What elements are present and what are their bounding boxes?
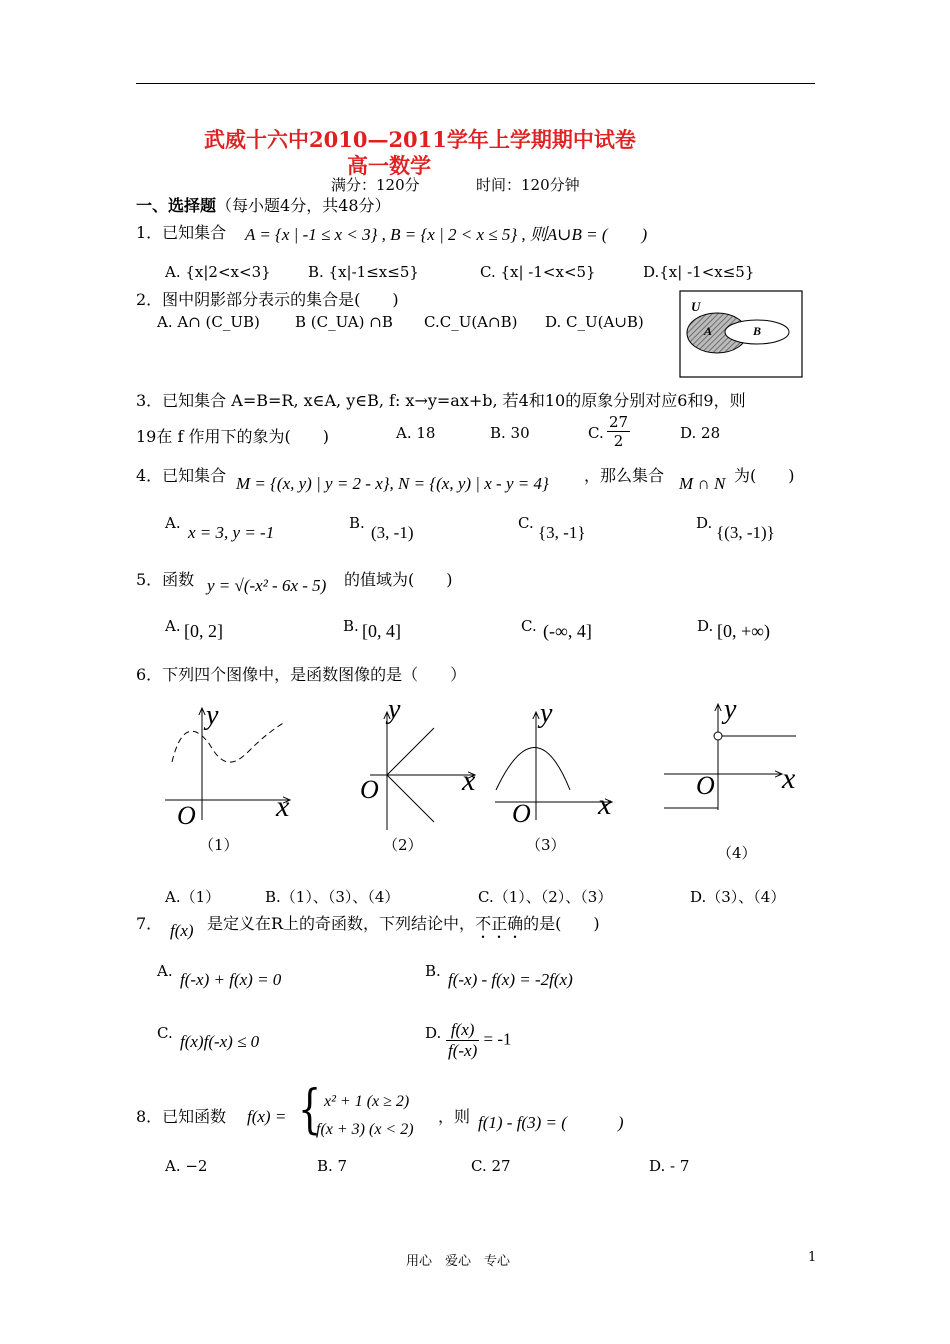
q4-label-c: C. [518, 514, 534, 532]
venn-a-label: A [704, 324, 713, 338]
q8-ask: f(1) - f(3) = ( ) [478, 1113, 624, 1132]
q8-fx: f(x) = [247, 1107, 287, 1126]
q6-option-d: D.（3）、（4） [690, 888, 786, 906]
q4-option-b: (3, -1) [371, 523, 414, 542]
q5-option-b: [0, 4] [362, 621, 401, 641]
q8-brace: { [298, 1080, 322, 1140]
time-info: 时间：120分钟 [476, 176, 580, 194]
graph4-x-label: x [782, 762, 796, 795]
q4-label-d: D. [696, 514, 713, 532]
q5-label-b: B. [343, 617, 359, 635]
q4-tail: 为( ) [734, 466, 795, 485]
q1-option-c: C. {x| -1<x<5} [480, 263, 596, 281]
q7-fx: f(x) [170, 921, 194, 940]
q1-expr: A = {x | -1 ≤ x < 3} , B = {x | 2 < x ≤ 5} , 则A∪B = ( ) [245, 225, 648, 244]
q2-option-c: C.C_U(A∩B) [424, 313, 518, 331]
q3-line1: 3．已知集合 A=B=R, x∈A, y∈B, f: x→y=ax+b, 若4和10的原象分别对应6和9，则 [136, 391, 746, 410]
q4-label-b: B. [349, 514, 365, 532]
q7-d-numerator: f(x) [446, 1020, 479, 1041]
q8-case1: x² + 1 (x ≥ 2) [324, 1093, 410, 1110]
page-number: 1 [808, 1250, 817, 1265]
q7-label-c: C. [157, 1024, 173, 1042]
venn-u-label: U [691, 299, 701, 314]
q4-option-c: {3, -1} [538, 523, 586, 542]
section-title: 一、选择题 [136, 196, 217, 215]
q8-option-d: D. - 7 [649, 1157, 690, 1175]
q8-stem: 8．已知函数 [136, 1107, 227, 1126]
q6-option-c: C.（1）、（2）、（3） [478, 888, 613, 906]
q5-option-d: [0, +∞) [717, 621, 770, 641]
q1-stem: 1．已知集合 [136, 223, 227, 242]
q3-line2: 19在 f 作用下的象为( ) [136, 427, 329, 446]
q3-option-c-fraction [607, 413, 630, 450]
exam-title: 武威十六中2010—2011学年上学期期中试卷 [204, 127, 636, 152]
graph4-y-label: y [724, 694, 737, 725]
q7-d-tail: = -1 [483, 1029, 512, 1049]
q4-stem: 4．已知集合 [136, 466, 227, 485]
q3-option-c: C. [588, 424, 604, 442]
graph-3 [495, 698, 612, 828]
q2-option-b: B (C_UA) ∩B [295, 313, 393, 331]
q7-label-d: D. [425, 1024, 442, 1042]
q4-suffix: ，那么集合 [584, 466, 665, 485]
graph-2-label: （2） [383, 836, 423, 854]
graph-4 [664, 694, 796, 810]
header-rule [136, 83, 815, 84]
q7-option-b: f(-x) - f(x) = -2f(x) [448, 970, 573, 989]
q4-expr: M = {(x, y) | y = 2 - x}, N = {(x, y) | x - y = 4} [236, 474, 549, 493]
q1-option-a: A. {x|2<x<3} [165, 263, 271, 281]
q4-option-a: x = 3, y = -1 [188, 523, 275, 542]
score-info: 满分：120分 [331, 176, 420, 194]
q7-option-d [446, 1020, 512, 1061]
q8-option-a: A. −2 [165, 1157, 208, 1175]
q1-option-b: B. {x|-1≤x≤5} [308, 263, 419, 281]
venn-b-label: B [753, 324, 762, 338]
q7-emphasis: 不正确 [475, 914, 524, 933]
graph-1-label: （1） [199, 836, 239, 854]
q5-label-a: A. [165, 617, 181, 635]
q8-option-c: C. 27 [471, 1157, 511, 1175]
graph1-y-label: y [206, 700, 219, 731]
venn-diagram [679, 290, 803, 378]
q6-stem: 6．下列四个图像中，是函数图像的是（ ） [136, 665, 467, 684]
q7-num: 7． [136, 914, 163, 933]
graph3-y-label: y [540, 698, 553, 729]
q5-option-c: (-∞, 4] [543, 621, 592, 641]
q7-option-a: f(-x) + f(x) = 0 [180, 970, 282, 989]
q4-label-a: A. [165, 514, 181, 532]
q4-intersection: M ∩ N [679, 474, 726, 493]
graph-1 [165, 700, 290, 830]
fraction-numerator: 27 [609, 413, 629, 431]
q4-option-d: {(3, -1)} [716, 523, 775, 542]
q7-text: 是定义在R上的奇函数，下列结论中， [207, 914, 476, 933]
graph4-origin: O [696, 771, 715, 800]
q5-expr: y = √(-x² - 6x - 5) [207, 576, 327, 595]
graph2-y-label: y [388, 694, 401, 725]
q5-label-c: C. [521, 617, 537, 635]
q2-option-a: A. A∩ (C_UB) [157, 313, 260, 331]
q5-tail: 的值域为( ) [344, 570, 453, 589]
graph2-x-label: x [462, 764, 476, 797]
q5-label-d: D. [697, 617, 714, 635]
footer-motto: 用心 爱心 专心 [406, 1254, 511, 1269]
graph-2 [360, 694, 476, 830]
section-heading [136, 193, 391, 216]
section-note: （每小题4分，共48分） [216, 196, 391, 215]
q3-option-a: A. 18 [396, 424, 436, 442]
graph1-origin: O [177, 801, 196, 830]
graph2-origin: O [360, 775, 379, 804]
graph1-x-label: x [276, 790, 290, 823]
q8-tail: ，则 [438, 1107, 471, 1126]
graph-3-label: （3） [526, 836, 566, 854]
q5-option-a: [0, 2] [184, 621, 223, 641]
q7-d-denominator: f(-x) [448, 1041, 478, 1060]
q5-stem: 5．函数 [136, 570, 195, 589]
q7-label-b: B. [425, 962, 441, 980]
q6-option-a: A.（1） [165, 888, 221, 906]
exam-subtitle: 高一数学 [347, 153, 431, 178]
q7-stem [207, 911, 600, 942]
q7-label-a: A. [157, 962, 173, 980]
q8-option-b: B. 7 [317, 1157, 348, 1175]
q2-option-d: D. C_U(A∪B) [545, 313, 644, 331]
fraction-denominator: 2 [613, 432, 624, 450]
graph3-x-label: x [598, 788, 612, 821]
q2-stem: 2．图中阴影部分表示的集合是( ) [136, 290, 399, 309]
q3-option-d: D. 28 [680, 424, 721, 442]
graph-4-label: （4） [717, 844, 757, 862]
q1-option-d: D.{x| -1<x≤5} [643, 263, 755, 281]
q7-tail: 的是( ) [523, 914, 600, 933]
q7-option-c: f(x)f(-x) ≤ 0 [180, 1032, 260, 1051]
q6-option-b: B.（1）、（3）、（4） [265, 888, 400, 906]
q8-case2: f(x + 3) (x < 2) [316, 1121, 414, 1138]
graph3-origin: O [512, 799, 531, 828]
q3-option-b: B. 30 [490, 424, 530, 442]
